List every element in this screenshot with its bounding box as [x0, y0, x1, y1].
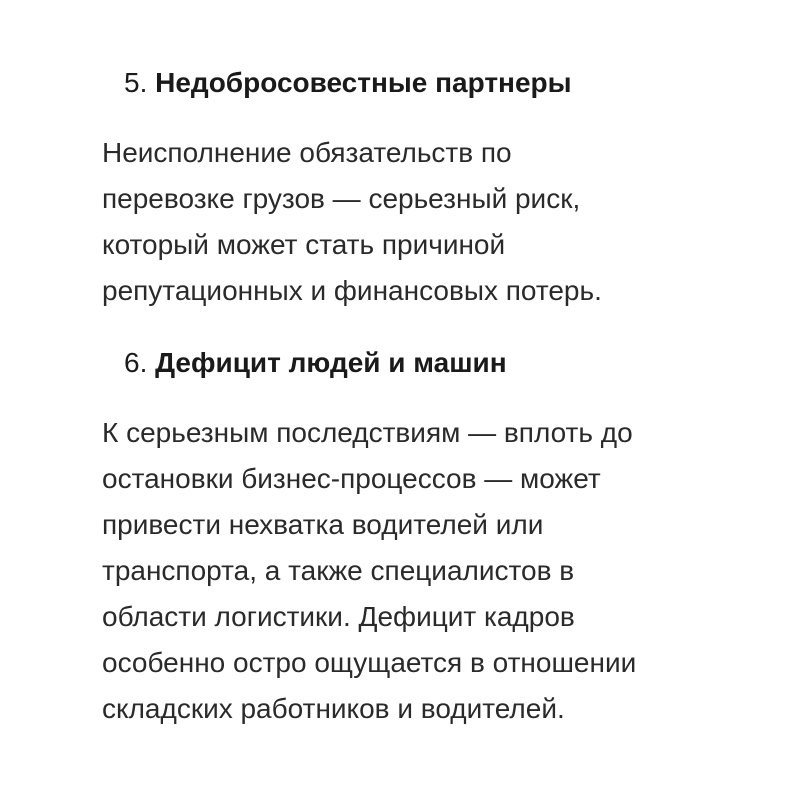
section-heading-5	[124, 66, 572, 100]
paragraph-line: транспорта, а также специалистов в	[102, 555, 575, 586]
paragraph-line: области логистики. Дефицит кадров	[102, 601, 575, 632]
section-number: 6.	[124, 347, 148, 378]
section-paragraph-6	[102, 410, 742, 732]
paragraph-line: репутационных и финансовых потерь.	[102, 275, 602, 306]
section-paragraph-5	[102, 130, 742, 314]
paragraph-line: К серьезным последствиям — вплоть до	[102, 417, 633, 448]
section-heading-6	[124, 346, 507, 380]
paragraph-line: остановки бизнес-процессов — может	[102, 463, 601, 494]
section-number: 5.	[124, 67, 148, 98]
paragraph-line: особенно остро ощущается в отношении	[102, 647, 637, 678]
section-title: Недобросовестные партнеры	[155, 67, 572, 98]
paragraph-line: который может стать причиной	[102, 229, 506, 260]
section-title: Дефицит людей и машин	[155, 347, 507, 378]
paragraph-line: привести нехватка водителей или	[102, 509, 544, 540]
paragraph-line: складских работников и водителей.	[102, 693, 565, 724]
paragraph-line: перевозке грузов — серьезный риск,	[102, 183, 581, 214]
paragraph-line: Неисполнение обязательств по	[102, 137, 512, 168]
